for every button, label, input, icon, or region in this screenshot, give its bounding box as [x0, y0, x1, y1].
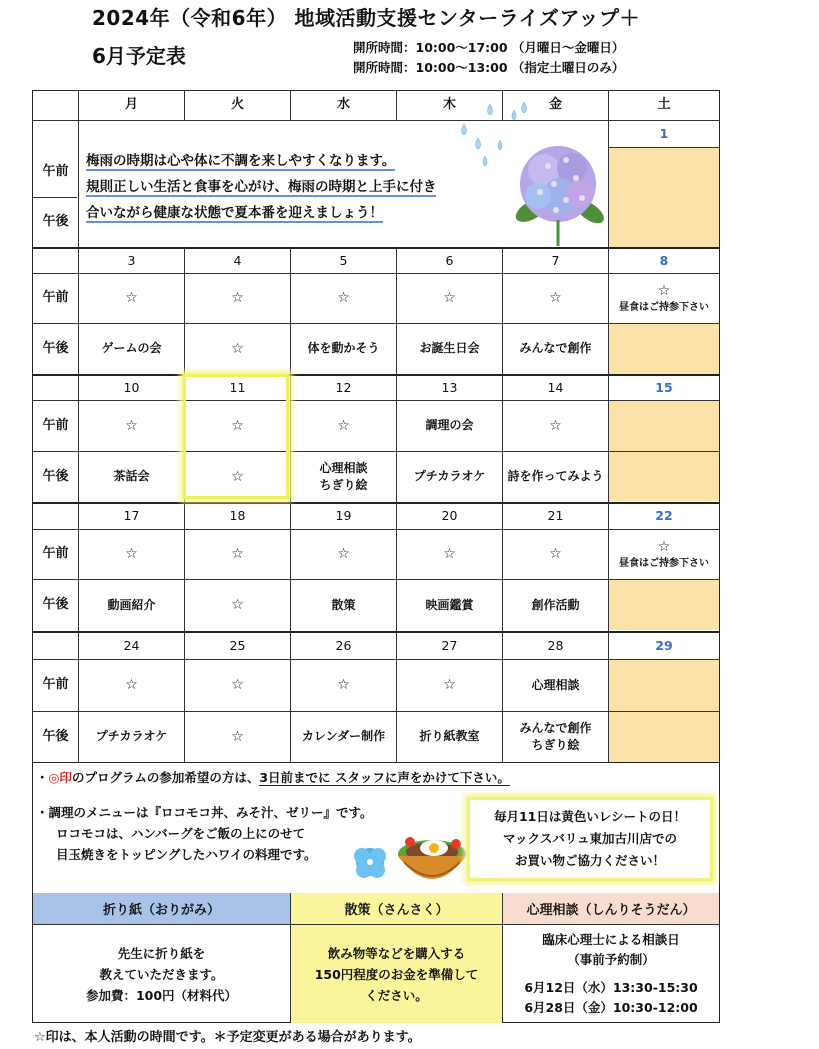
period-pm: 午後 — [42, 214, 69, 230]
page-subtitle: 6月予定表 — [92, 44, 186, 68]
activity-exercise: 体を動かそう — [307, 341, 380, 356]
date-thu: 6 — [445, 252, 454, 268]
self-activity-star: ☆ — [337, 677, 350, 694]
shop-line: マックスバリュ東加古川店での — [502, 831, 677, 846]
saturday-closed-fill — [609, 324, 719, 374]
date-fri: 7 — [551, 252, 560, 268]
period-pm: 午後 — [42, 340, 69, 356]
date-wed: 12 — [335, 379, 352, 395]
period-pm: 午後 — [42, 468, 69, 484]
counseling-description — [503, 925, 719, 1023]
date-tue: 25 — [229, 637, 246, 653]
description-line: （事前予約制） — [567, 952, 655, 967]
date-mon: 24 — [123, 637, 140, 653]
cooking-menu-note: ・調理のメニューは『ロコモコ丼、みそ汁、ゼリー』です。 — [36, 805, 373, 820]
activity-calendar-making: カレンダー制作 — [301, 729, 386, 744]
date-sat: 8 — [659, 252, 669, 268]
date-wed: 26 — [335, 637, 352, 653]
description-line: 先生に折り紙を — [117, 945, 206, 961]
self-activity-star: ☆ — [443, 677, 456, 694]
message-line: 規則正しい生活と食事を心がけ、梅雨の時期と上手に付き — [86, 179, 437, 195]
loco-moco-description: ロコモコは、ハンバーグをご飯の上にのせて — [56, 826, 306, 841]
self-activity-star: ☆ — [231, 597, 244, 614]
period-pm: 午後 — [42, 728, 69, 744]
counseling-date: 6月12日（水）13:30-15:30 — [524, 980, 698, 995]
date-mon: 17 — [123, 508, 140, 524]
loco-moco-illustration — [352, 812, 467, 890]
highlight-11th — [183, 374, 289, 499]
period-am: 午前 — [42, 164, 69, 180]
date-tue: 18 — [229, 508, 246, 524]
shop-line: 毎月11日は黄色いレシートの日！ — [493, 809, 687, 824]
activity-birthday: お誕生日会 — [419, 341, 480, 356]
note-deadline: 3日前までに スタッフに声をかけて下さい。 — [259, 770, 510, 785]
day-header-fri: 金 — [548, 97, 562, 113]
self-activity-star: ☆ — [657, 539, 671, 556]
date-sat: 22 — [655, 508, 673, 524]
activity-craft: みんなで創作 — [519, 721, 592, 736]
self-activity-star: ☆ — [549, 546, 562, 563]
activity-paper-collage: ちぎり絵 — [319, 478, 368, 492]
date-fri: 14 — [547, 379, 564, 395]
walk-header: 散策（さんさく） — [291, 893, 502, 924]
date-thu: 20 — [441, 508, 458, 524]
activity-tea-party: 茶話会 — [113, 469, 150, 484]
description-line: 150円程度のお金を準備して — [314, 966, 479, 982]
date-fri: 21 — [547, 508, 564, 524]
lunch-note: 昼食はご持参下さい — [619, 302, 709, 314]
self-activity-star: ☆ — [231, 417, 244, 434]
date-mon: 3 — [127, 252, 136, 268]
period-pm: 午後 — [42, 597, 69, 613]
program-signup-note — [36, 768, 510, 786]
message-line: 梅雨の時期は心や体に不調を来しやすくなります。 — [86, 153, 396, 169]
date-tue: 11 — [229, 379, 246, 395]
day-header-mon: 月 — [124, 97, 138, 113]
activity-video: 動画紹介 — [107, 597, 156, 612]
hydrangea-flower-icon — [520, 146, 596, 222]
counseling-date: 6月28日（金）10:30-12:00 — [524, 1000, 698, 1015]
description-line: 参加費：100円（材料代） — [85, 987, 238, 1003]
self-activity-star: ☆ — [125, 546, 138, 563]
activity-origami: 折り紙教室 — [419, 729, 480, 744]
self-activity-star: ☆ — [231, 728, 244, 745]
saturday-lunch-note — [609, 274, 719, 323]
self-activity-star: ☆ — [549, 417, 562, 434]
hydrangea-illustration — [440, 100, 610, 250]
description-line: 飲み物等などを購入する — [327, 945, 466, 961]
activity-counseling: 心理相談 — [531, 677, 580, 692]
activity-counseling-collage — [291, 452, 396, 502]
yellow-receipt-day-box — [467, 797, 713, 881]
date-sat: 29 — [655, 637, 673, 653]
page-title: 2024年（令和6年） 地域活動支援センターライズアップ＋ — [92, 6, 641, 30]
opening-hours-weekday: 開所時間：10:00～17:00 （月曜日～金曜日） — [353, 40, 625, 55]
grid-line — [609, 147, 719, 148]
self-activity-star: ☆ — [337, 290, 350, 307]
self-activity-star: ☆ — [125, 417, 138, 434]
activity-poetry: 詩を作ってみよう — [507, 469, 604, 484]
date-wed: 5 — [339, 252, 348, 268]
bowl-icon — [398, 837, 466, 879]
self-activity-star: ☆ — [125, 677, 138, 694]
self-activity-star: ☆ — [657, 283, 671, 300]
self-activity-star: ☆ — [337, 546, 350, 563]
day-header-thu: 木 — [442, 97, 456, 113]
activity-karaoke: プチカラオケ — [413, 469, 486, 484]
counseling-header: 心理相談（しんりそうだん） — [503, 893, 719, 924]
shop-line: お買い物ご協力ください！ — [514, 853, 665, 868]
saturday-lunch-note — [609, 530, 719, 579]
saturday-closed-fill — [609, 580, 719, 630]
period-am: 午前 — [42, 290, 69, 306]
period-am: 午前 — [42, 417, 69, 433]
activity-cooking: 調理の会 — [425, 418, 474, 433]
day-header-sat: 土 — [657, 97, 671, 113]
footer-note: ☆印は、本人活動の時間です。＊予定変更がある場合があります。 — [34, 1030, 421, 1045]
description-line: 教えていただきます。 — [99, 966, 224, 982]
raindrop-icon — [462, 102, 527, 166]
date-sat: 15 — [655, 379, 673, 395]
self-activity-star: ☆ — [231, 546, 244, 563]
self-activity-star: ☆ — [337, 417, 350, 434]
activity-game: ゲームの会 — [101, 341, 162, 356]
date-thu: 27 — [441, 637, 458, 653]
activity-craft-collage — [503, 712, 608, 762]
date-mon: 10 — [123, 379, 140, 395]
activity-walk: 散策 — [331, 597, 356, 612]
date-thu: 13 — [441, 379, 458, 395]
message-line: 合いながら健康な状態で夏本番を迎えましょう！ — [86, 205, 383, 221]
date-sat: 1 — [659, 125, 669, 141]
day-header-wed: 水 — [336, 97, 350, 113]
self-activity-star: ☆ — [125, 290, 138, 307]
activity-creative: 創作活動 — [531, 597, 580, 612]
hibiscus-icon — [354, 848, 386, 878]
period-am: 午前 — [42, 546, 69, 562]
double-circle-mark: ◎印 — [48, 770, 72, 785]
walk-description — [291, 925, 502, 1023]
activity-karaoke: プチカラオケ — [95, 729, 168, 744]
origami-header: 折り紙（おりがみ） — [33, 893, 290, 924]
activity-counseling: 心理相談 — [319, 461, 368, 476]
bullet: ・ — [36, 770, 49, 785]
self-activity-star: ☆ — [443, 290, 456, 307]
self-activity-star: ☆ — [549, 290, 562, 307]
self-activity-star: ☆ — [231, 340, 244, 357]
date-wed: 19 — [335, 508, 352, 524]
origami-description — [33, 925, 290, 1023]
self-activity-star: ☆ — [443, 546, 456, 563]
self-activity-star: ☆ — [231, 290, 244, 307]
opening-hours-saturday: 開所時間：10:00～13:00 （指定土曜日のみ） — [353, 60, 625, 75]
date-tue: 4 — [233, 252, 242, 268]
self-activity-star: ☆ — [231, 468, 244, 485]
period-am: 午前 — [42, 677, 69, 693]
note-text: のプログラムの参加希望の方は、 — [71, 770, 260, 785]
lunch-note: 昼食はご持参下さい — [619, 558, 709, 570]
description-line: ください。 — [365, 987, 428, 1003]
activity-movie: 映画鑑賞 — [425, 597, 474, 612]
date-fri: 28 — [547, 637, 564, 653]
saturday-closed-fill — [609, 148, 719, 247]
description-line: 臨床心理士による相談日 — [542, 932, 680, 947]
loco-moco-description: 目玉焼きをトッピングしたハワイの料理です。 — [56, 847, 317, 862]
activity-craft: みんなで創作 — [519, 341, 592, 356]
activity-paper-collage: ちぎり絵 — [531, 738, 580, 752]
day-header-tue: 火 — [230, 97, 244, 113]
self-activity-star: ☆ — [231, 677, 244, 694]
